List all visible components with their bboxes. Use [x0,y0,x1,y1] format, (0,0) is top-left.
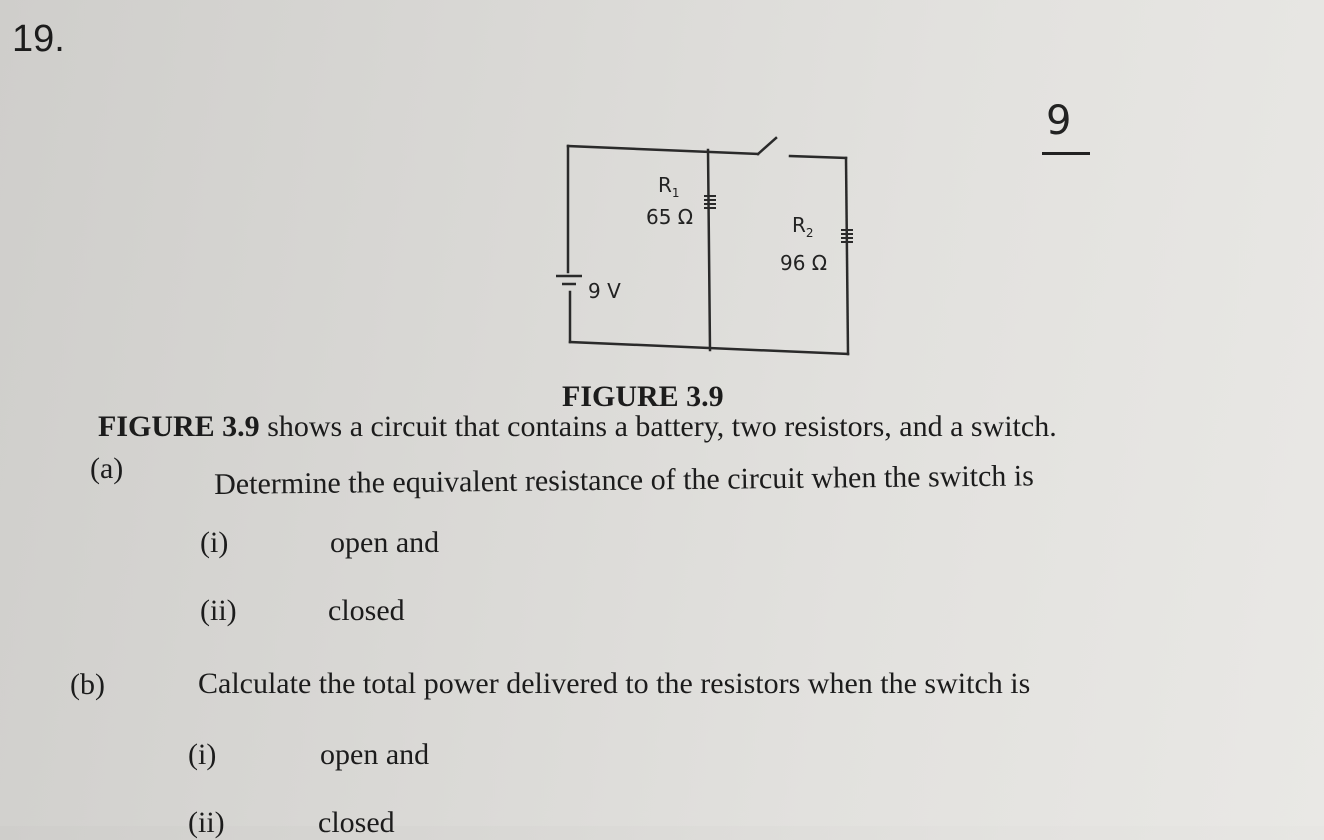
part-b-i-label: (i) [188,738,217,771]
intro-figure-ref: FIGURE 3.9 [98,410,260,443]
wire-top-right [790,156,846,158]
r2-value: 96 Ω [780,251,828,275]
figure-caption: FIGURE 3.9 [562,380,724,413]
mark-underline [1042,152,1090,155]
part-a-ii-text: closed [328,594,405,627]
battery-symbol [556,276,582,284]
part-b-i-text: open and [320,738,430,771]
part-a-i-text: open and [330,526,440,559]
part-a-text: Determine the equivalent resistance of the circuit when the switch is [214,459,1035,501]
part-a-label: (a) [90,452,124,485]
wire-top [568,146,758,154]
part-b-ii-text: closed [318,806,395,839]
part-b-label: (b) [70,668,105,701]
circuit-diagram [540,120,870,370]
wire-middle [708,150,710,350]
wire-right [846,158,848,354]
handwritten-mark: 9 [1046,98,1072,144]
switch-blade [758,138,776,154]
question-intro [98,410,1057,444]
question-number: 19. [12,18,65,60]
part-b-text: Calculate the total power delivered to the resistors when the switch is [198,667,1031,700]
part-a-ii-label: (ii) [200,594,237,627]
part-b-ii-label: (ii) [188,806,225,839]
intro-text: shows a circuit that contains a battery, two resistors, and a switch. [259,410,1057,443]
part-a-i-label: (i) [200,526,229,559]
resistor-r1-symbol [704,196,716,208]
r1-label: $R_1$ [658,173,680,200]
r1-value: 65 Ω [646,205,694,229]
r2-label: $R_2$ [792,213,814,240]
battery-label: 9 V [588,279,621,303]
